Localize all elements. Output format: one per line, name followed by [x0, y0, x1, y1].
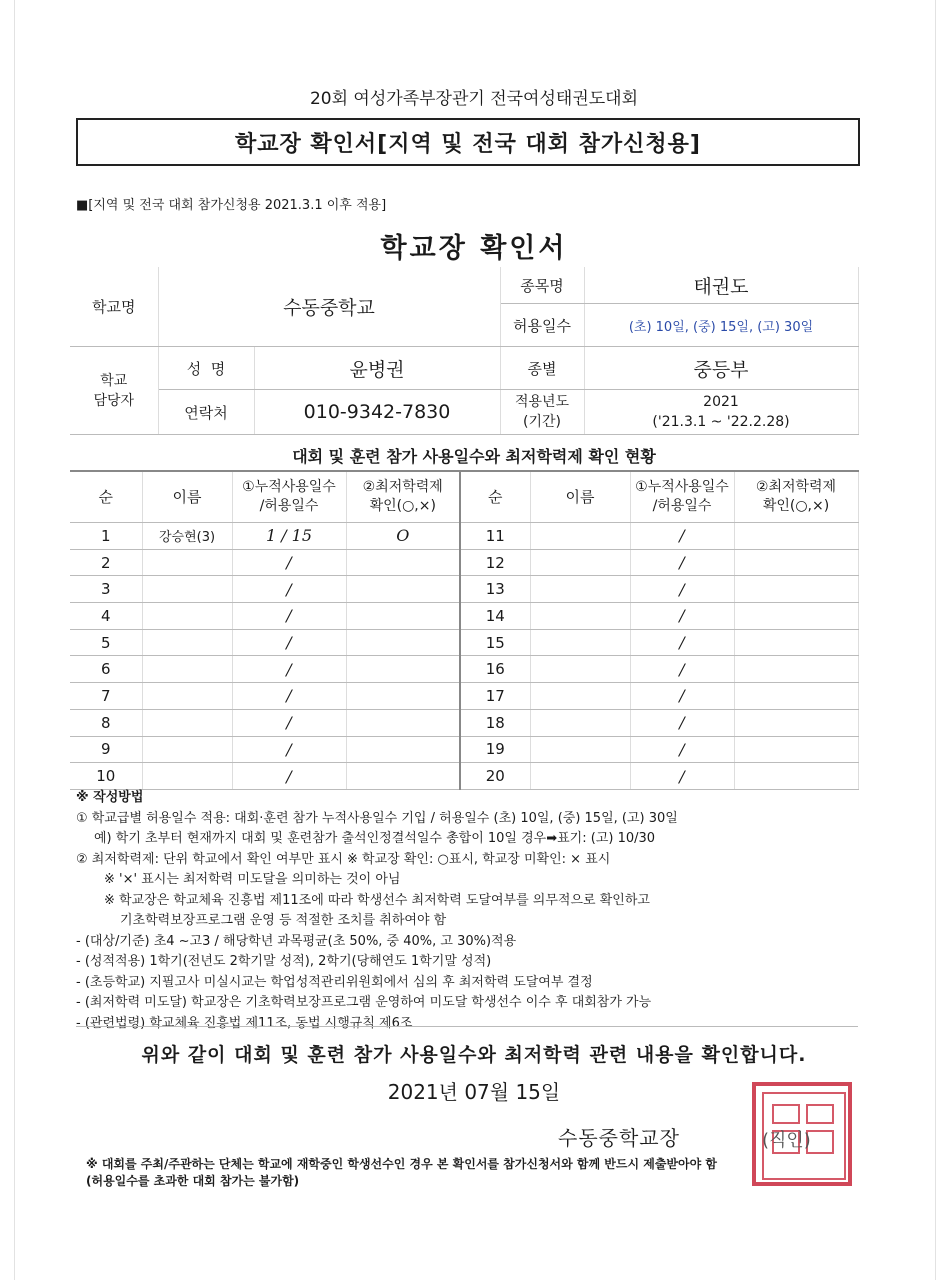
student-name-left: [142, 603, 232, 630]
principal-title: 수동중학교장: [558, 1126, 680, 1150]
instruction-line: ※ '×' 표시는 최저학력 미도달을 의미하는 것이 아님: [104, 872, 401, 887]
issue-date: 2021년 07월 15일: [387, 1080, 561, 1104]
table-row: [70, 523, 858, 550]
category-value: 중등부: [584, 347, 858, 390]
student-name-left: [142, 656, 232, 683]
table-row: [70, 576, 858, 603]
instruction-line: ※ 학교장은 학교체육 진흥법 제11조에 따라 학생선수 최저학력 도달여부를 의무적으로 확인하고: [104, 892, 650, 908]
row-number-left: 1: [70, 523, 142, 550]
days-used-right: /: [630, 549, 734, 576]
academic-check-left: [346, 576, 460, 603]
academic-check-left: O: [346, 523, 460, 550]
table-row: [70, 629, 858, 656]
academic-check-left: [346, 656, 460, 683]
student-name-right: [530, 709, 630, 736]
header-days-left: ①누적사용일수 /허용일수: [232, 471, 346, 523]
row-number-left: 6: [70, 656, 142, 683]
year-label: 적용년도 (기간): [500, 390, 584, 435]
allowed-days-value: (초) 10일, (중) 15일, (고) 30일: [584, 304, 858, 347]
header-check-right: ②최저학력제 확인(○,×): [734, 471, 858, 523]
contact-value: 010-9342-7830: [254, 390, 500, 435]
manager-label: 학교 담당자: [70, 347, 158, 435]
academic-check-left: [346, 763, 460, 790]
academic-check-left: [346, 549, 460, 576]
school-name-value: 수동중학교: [158, 267, 500, 347]
row-number-left: 4: [70, 603, 142, 630]
student-name-left: [142, 576, 232, 603]
event-title: 20회 여성가족부장관기 전국여성태권도대회: [309, 89, 639, 109]
student-name-right: [530, 523, 630, 550]
footer-line-1: ※ 대회를 주최/주관하는 단체는 학교에 재학중인 학생선수인 경우 본 확인서를 참가신청서와 함께 반드시 제출받아야 함: [86, 1157, 717, 1171]
allowed-days-label: 허용일수: [500, 304, 584, 347]
row-number-right: 12: [460, 549, 530, 576]
instruction-line: - (최저학력 미도달) 학교장은 기초학력보장프로그램 운영하여 미도달 학생선수 이수 후 대회참가 가능: [76, 995, 652, 1010]
academic-check-right: [734, 629, 858, 656]
days-used-left: /: [232, 629, 346, 656]
instruction-line: - (초등학교) 지필고사 미실시교는 학업성적관리위원회에서 심의 후 최저학력 도달여부 결정: [76, 974, 593, 990]
main-title: 학교장 확인서: [380, 233, 568, 264]
days-used-left: /: [232, 709, 346, 736]
instruction-line: 기초학력보장프로그램 운영 등 적절한 조치를 취하여야 함: [120, 913, 447, 928]
instruction-line: - (관련법령) 학교체육 진흥법 제11조, 동법 시행규칙 제6조: [76, 1015, 413, 1031]
academic-check-left: [346, 683, 460, 710]
school-name-label: 학교명: [70, 267, 158, 347]
student-name-left: [142, 736, 232, 763]
instruction-line: ② 최저학력제: 단위 학교에서 확인 여부만 표시 ※ 학교장 확인: ○표시, 학교장 미확인: × 표시: [76, 851, 611, 867]
row-number-left: 7: [70, 683, 142, 710]
row-number-right: 13: [460, 576, 530, 603]
instruction-line: - (성적적용) 1학기(전년도 2학기말 성적), 2학기(당해연도 1학기말 성적): [76, 954, 492, 969]
academic-check-right: [734, 576, 858, 603]
instruction-line: 예) 학기 초부터 현재까지 대회 및 훈련참가 출석인정결석일수 총합이 10일 경우➡표기: (고) 10/30: [94, 831, 656, 846]
row-number-right: 17: [460, 683, 530, 710]
sport-value: 태권도: [584, 267, 858, 304]
school-info-table: [70, 267, 859, 435]
academic-check-right: [734, 736, 858, 763]
row-number-left: 3: [70, 576, 142, 603]
student-name-left: [142, 709, 232, 736]
academic-check-left: [346, 736, 460, 763]
academic-check-right: [734, 549, 858, 576]
row-number-right: 19: [460, 736, 530, 763]
days-used-left: /: [232, 683, 346, 710]
row-number-left: 9: [70, 736, 142, 763]
days-used-right: /: [630, 603, 734, 630]
row-number-right: 14: [460, 603, 530, 630]
student-name-left: [142, 549, 232, 576]
instruction-line: ① 학교급별 허용일수 적용: 대회·훈련 참가 누적사용일수 기입 / 허용일수 (초) 10일, (중) 15일, (고) 30일: [76, 810, 678, 826]
header-no-right: 순: [460, 471, 530, 523]
days-used-right: /: [630, 763, 734, 790]
divider: [76, 1026, 858, 1027]
form-title: 학교장 확인서[지역 및 전국 대회 참가신청용]: [76, 118, 860, 166]
student-name-right: [530, 603, 630, 630]
academic-check-left: [346, 709, 460, 736]
academic-check-right: [734, 683, 858, 710]
student-name-left: [142, 629, 232, 656]
contact-label: 연락처: [158, 390, 254, 435]
row-number-right: 11: [460, 523, 530, 550]
category-label: 종별: [500, 347, 584, 390]
student-name-right: [530, 549, 630, 576]
table-row: [70, 549, 858, 576]
row-number-right: 15: [460, 629, 530, 656]
student-name-right: [530, 576, 630, 603]
academic-check-right: [734, 523, 858, 550]
row-number-left: 8: [70, 709, 142, 736]
row-number-right: 16: [460, 656, 530, 683]
table-row: [70, 683, 858, 710]
days-used-right: /: [630, 523, 734, 550]
days-used-right: /: [630, 656, 734, 683]
header-name-left: 이름: [142, 471, 232, 523]
application-notice: ■[지역 및 전국 대회 참가신청용 2021.3.1 이후 적용]: [76, 198, 387, 213]
footer-line-2: (허용일수를 초과한 대회 참가는 불가함): [86, 1174, 300, 1188]
instruction-line: - (대상/기준) 초4 ~고3 / 해당학년 과목평균(초 50%, 중 40%, 고 30%)적용: [76, 933, 517, 949]
header-name-right: 이름: [530, 471, 630, 523]
instructions-heading: ※ 작성방법: [76, 790, 144, 805]
section-title: 대회 및 훈련 참가 사용일수와 최저학력제 확인 현황: [292, 447, 656, 466]
student-name-right: [530, 629, 630, 656]
days-used-left: /: [232, 736, 346, 763]
header-no-left: 순: [70, 471, 142, 523]
academic-check-left: [346, 629, 460, 656]
days-used-left: 1 / 15: [232, 523, 346, 550]
row-number-left: 5: [70, 629, 142, 656]
student-name-left: 강승현(3): [142, 523, 232, 550]
days-used-right: /: [630, 576, 734, 603]
student-name-right: [530, 683, 630, 710]
row-number-left: 2: [70, 549, 142, 576]
days-used-left: /: [232, 656, 346, 683]
table-row: [70, 603, 858, 630]
participation-table: [70, 470, 859, 790]
academic-check-right: [734, 763, 858, 790]
header-days-right: ①누적사용일수 /허용일수: [630, 471, 734, 523]
table-row: [70, 709, 858, 736]
table-row: [70, 736, 858, 763]
student-name-left: [142, 683, 232, 710]
student-name-left: [142, 763, 232, 790]
days-used-right: /: [630, 709, 734, 736]
header-check-left: ②최저학력제 확인(○,×): [346, 471, 460, 523]
student-name-right: [530, 736, 630, 763]
days-used-left: /: [232, 763, 346, 790]
days-used-right: /: [630, 736, 734, 763]
student-name-right: [530, 763, 630, 790]
year-value: 2021 ('21.3.1 ~ '22.2.28): [584, 390, 858, 435]
table-row: [70, 763, 858, 790]
sport-label: 종목명: [500, 267, 584, 304]
seal-label: (직인): [762, 1130, 811, 1151]
academic-check-left: [346, 603, 460, 630]
confirmation-statement: 위와 같이 대회 및 훈련 참가 사용일수와 최저학력 관련 내용을 확인합니다.: [141, 1044, 807, 1066]
days-used-left: /: [232, 549, 346, 576]
footer-note: [86, 1156, 856, 1190]
student-name-right: [530, 656, 630, 683]
manager-name-value: 윤병권: [254, 347, 500, 390]
academic-check-right: [734, 603, 858, 630]
row-number-left: 10: [70, 763, 142, 790]
days-used-right: /: [630, 683, 734, 710]
instructions: [76, 788, 856, 1034]
academic-check-right: [734, 709, 858, 736]
name-label: 성 명: [158, 347, 254, 390]
days-used-left: /: [232, 603, 346, 630]
days-used-left: /: [232, 576, 346, 603]
row-number-right: 20: [460, 763, 530, 790]
row-number-right: 18: [460, 709, 530, 736]
academic-check-right: [734, 656, 858, 683]
table-row: [70, 656, 858, 683]
days-used-right: /: [630, 629, 734, 656]
